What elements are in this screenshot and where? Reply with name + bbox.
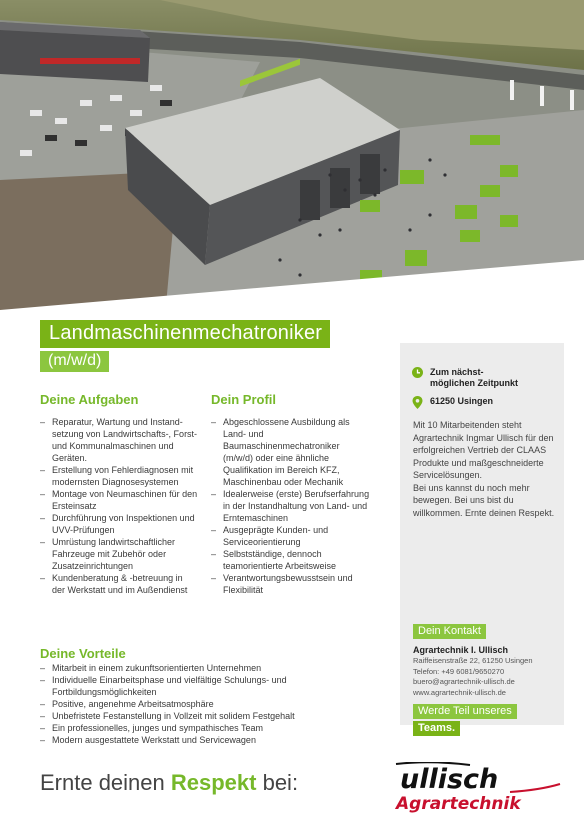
job-title-block [40,320,330,372]
contact-block [413,644,533,698]
profil-item: – Ausgeprägte Kunden- und Serviceorientierung [211,524,371,548]
aufgaben-item: – Erstellung von Fehlerdiagnosen mit modernsten Diagnosesystemen [40,464,198,488]
contact-address: Raiffeisenstraße 22, 61250 Usingen [413,656,533,665]
vorteile-heading: Deine Vorteile [40,646,126,661]
vorteile-item: – Mitarbeit in einem zukunftsorientierten Unternehmen [40,662,380,674]
ullisch-logo [390,762,562,814]
vorteile-item: – Unbefristete Festanstellung in Vollzeit mit solidem Festgehalt [40,710,380,722]
profil-item: – Verantwortungsbewusstsein und Flexibilität [211,572,371,596]
start-date-label: Zum nächst- möglichen Zeitpunkt [430,367,519,388]
logo-subline: Agrartechnik [396,794,521,814]
profil-item: – Idealerweise (erste) Berufserfahrung in der Instandhaltung von Land- und Erntemaschinen [211,488,371,524]
hero-photo [0,0,584,372]
clock-icon [412,367,423,381]
vorteile-item: – Ein professionelles, junges und sympathisches Team [40,722,380,734]
vorteile-list [40,662,380,746]
location-row [412,396,493,412]
contact-heading: Dein Kontakt [413,624,486,639]
vorteile-item: – Individuelle Einarbeitsphase und vielfältige Schulungs- und Fortbildungsmöglichkeiten [40,674,380,698]
aufgaben-item: – Umrüstung landwirtschaftlicher Fahrzeuge mit Zubehör oder Zusatzeinrichtungen [40,536,198,572]
profil-item: – Abgeschlossene Ausbildung als Land- und Baumaschinenmechatroniker (m/w/d) oder eine ähnliche Qualifikation im Bereich KFZ, Maschinenbau oder Mechanik [211,416,371,488]
slogan-highlight: Respekt [170,770,257,795]
team-line-2: Teams. [413,721,460,736]
team-line-1: Werde Teil unseres [413,704,517,719]
contact-company: Agrartechnik I. Ullisch [413,645,509,655]
profil-heading: Dein Profil [211,392,277,407]
aufgaben-list [40,416,198,596]
job-title-gender: (m/w/d) [40,351,109,372]
aufgaben-item: – Kundenberatung & -betreuung in der Werkstatt und im Außendienst [40,572,198,596]
slogan [40,770,298,796]
company-description: Mit 10 Mitarbeitenden steht Agrartechnik Ingmar Ullisch für den erfolgreichen Vertrieb der CLAAS Produkte und maßgeschneiderte Servicelösungen. Bei uns kannst du noch mehr bewegen. Bei uns bist du willkommen. Ernte deinen Respekt. [413,420,555,518]
contact-website[interactable]: www.agrartechnik-ullisch.de [413,687,506,697]
logo-wordmark: ullisch [400,764,499,795]
location-pin-icon [412,396,423,412]
location-label: 61250 Usingen [430,396,494,406]
vorteile-item: – Positive, angenehme Arbeitsatmosphäre [40,698,380,710]
aufgaben-item: – Durchführung von Inspektionen und UVV-Prüfungen [40,512,198,536]
start-date-row [412,367,518,389]
slogan-after: bei: [256,770,299,795]
aufgaben-item: – Montage von Neumaschinen für den Ersteinsatz [40,488,198,512]
vorteile-item: – Modern ausgestattete Werkstatt und Servicewagen [40,734,380,746]
aufgaben-heading: Deine Aufgaben [40,392,139,407]
job-title: Landmaschinenmechatroniker [40,320,330,348]
profil-list [211,416,371,596]
contact-phone[interactable]: Telefon: +49 6081/9650270 [413,666,505,676]
slogan-before: Ernte deinen [40,770,171,795]
aufgaben-item: – Reparatur, Wartung und Instand-setzung von Landwirtschafts-, Forst- und Kommunalmaschinen und Geräten. [40,416,198,464]
profil-item: – Selbstständige, dennoch teamorientierte Arbeitsweise [211,548,371,572]
contact-email[interactable]: buero@agrartechnik-ullisch.de [413,677,515,686]
